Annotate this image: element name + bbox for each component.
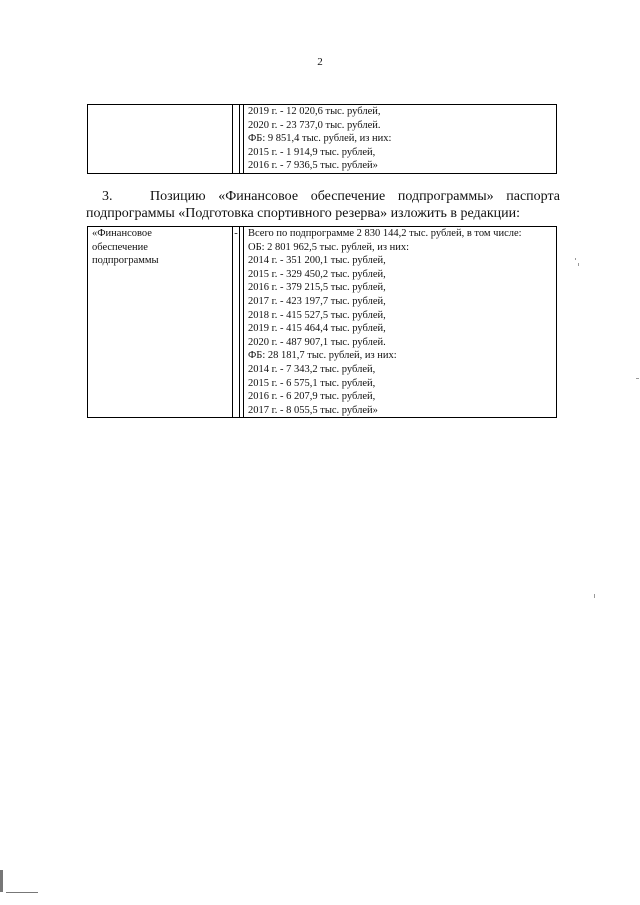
dash-cell: - bbox=[233, 227, 240, 418]
label-cell bbox=[88, 105, 233, 174]
value-line: ФБ: 28 181,7 тыс. рублей, из них: bbox=[248, 350, 397, 362]
label-line: подпрограммы bbox=[92, 255, 159, 267]
item-text: Позицию «Финансовое обеспечение подпрограммы» паспорта подпрограммы «Подготовка спортивного резерва» изложить в редакции: bbox=[86, 189, 560, 221]
scan-artifact bbox=[636, 378, 639, 379]
scan-artifact bbox=[6, 892, 38, 893]
value-line: ФБ: 9 851,4 тыс. рублей, из них: bbox=[248, 133, 392, 145]
scan-artifact bbox=[575, 258, 576, 260]
page-number: 2 bbox=[317, 56, 323, 68]
value-line: 2017 г. - 423 197,7 тыс. рублей, bbox=[248, 295, 386, 307]
value-line: 2019 г. - 415 464,4 тыс. рублей, bbox=[248, 323, 386, 335]
value-line: ОБ: 2 801 962,5 тыс. рублей, из них: bbox=[248, 241, 410, 253]
value-cell bbox=[244, 227, 557, 418]
value-line: 2017 г. - 8 055,5 тыс. рублей» bbox=[248, 404, 378, 416]
item-paragraph bbox=[86, 188, 560, 222]
value-line: 2020 г. - 487 907,1 тыс. рублей. bbox=[248, 336, 386, 348]
value-line: 2016 г. - 6 207,9 тыс. рублей, bbox=[248, 391, 376, 403]
label-cell bbox=[88, 227, 233, 418]
financing-table bbox=[87, 226, 557, 418]
value-line: 2015 г. - 6 575,1 тыс. рублей, bbox=[248, 377, 376, 389]
scan-artifact bbox=[578, 263, 579, 266]
value-line: 2015 г. - 329 450,2 тыс. рублей, bbox=[248, 268, 386, 280]
label-line: «Финансовое bbox=[92, 228, 152, 239]
scan-artifact bbox=[0, 870, 3, 892]
value-line: Всего по подпрограмме 2 830 144,2 тыс. рублей, в том числе: bbox=[248, 228, 522, 239]
value-cell bbox=[244, 105, 557, 174]
value-line: 2016 г. - 379 215,5 тыс. рублей, bbox=[248, 282, 386, 294]
table-row bbox=[88, 227, 557, 418]
value-line: 2019 г. - 12 020,6 тыс. рублей, bbox=[248, 106, 381, 117]
value-line: 2020 г. - 23 737,0 тыс. рублей. bbox=[248, 119, 381, 131]
value-line: 2014 г. - 351 200,1 тыс. рублей, bbox=[248, 255, 386, 267]
value-line: 2015 г. - 1 914,9 тыс. рублей, bbox=[248, 146, 376, 158]
scan-artifact bbox=[594, 594, 595, 598]
value-line: 2014 г. - 7 343,2 тыс. рублей, bbox=[248, 363, 376, 375]
financing-table-continuation bbox=[87, 104, 557, 174]
label-line: обеспечение bbox=[92, 241, 148, 253]
table-row bbox=[88, 105, 557, 174]
value-line: 2016 г. - 7 936,5 тыс. рублей» bbox=[248, 160, 378, 172]
item-number: 3. bbox=[102, 189, 113, 204]
value-line: 2018 г. - 415 527,5 тыс. рублей, bbox=[248, 309, 386, 321]
dash-cell bbox=[233, 105, 240, 174]
